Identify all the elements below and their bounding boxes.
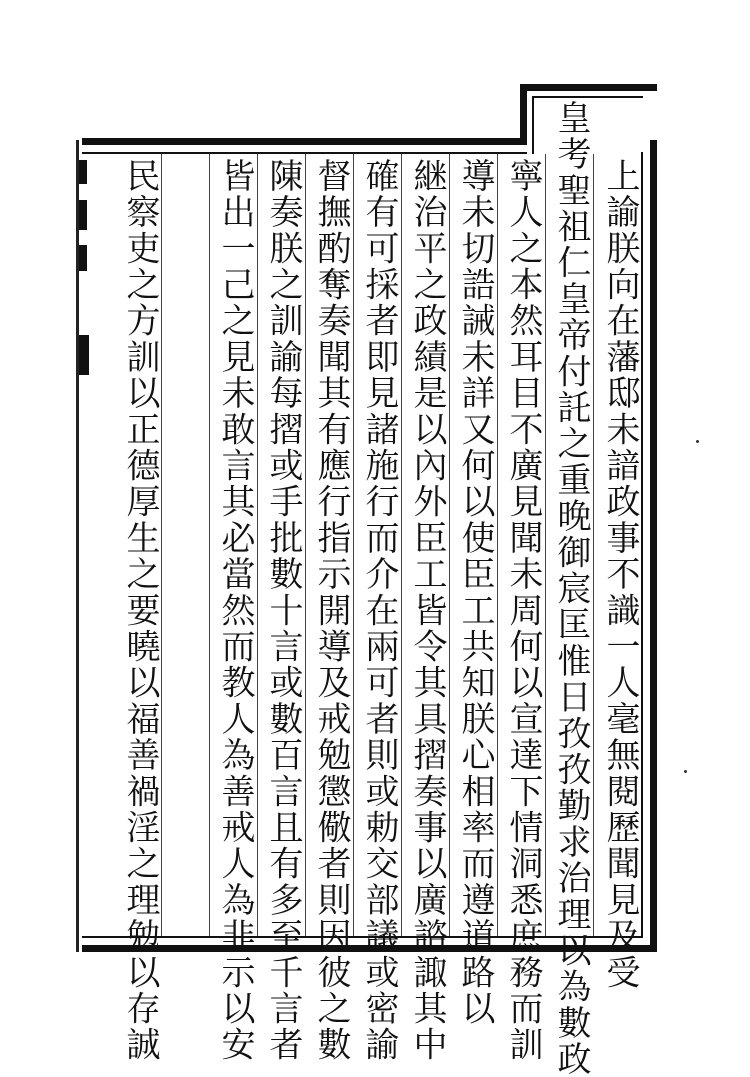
raised-tab-top-border (520, 84, 657, 91)
text-column-8: 陳奏朕之訓諭每摺或手批數十言或數百言且有多至千言者 (263, 158, 303, 1063)
text-column-6: 確有可採者即見諸施行而介在兩可者則或勅交部議或密諭 (359, 158, 399, 1063)
edge-mark (79, 245, 87, 271)
text-column-2: 上諭朕向在藩邸未諳政事不識一人毫無閱歷聞見及受 (600, 158, 640, 991)
text-column-1: 皇考聖祖仁皇帝付託之重晚御宸匡惟日孜孜勤求治理以為數政 (551, 100, 591, 1077)
text-column-9: 皆出一己之見未敢言其必當然而教人為善戒人為非示以安 (215, 158, 255, 1063)
raised-tab-top-inner-border (532, 96, 643, 98)
raised-tab-left-inner-border (532, 96, 534, 154)
text-column-4: 導未切誥誡未詳又何以使臣工共知朕心相率而遵道路以 (455, 158, 495, 1027)
text-column-3: 寧人之本然耳目不廣見聞未周何以宣達下情洞悉庶務而訓 (503, 158, 543, 1063)
raised-tab-left-border (520, 84, 527, 145)
stray-ink-mark (684, 770, 687, 773)
column-divider (209, 154, 210, 936)
edge-mark (79, 200, 87, 230)
edge-mark (79, 335, 89, 375)
frame-right-border (650, 140, 657, 952)
text-column-5: 継治平之政績是以內外臣工皆令其具摺奏事以廣諮諏其中 (407, 158, 447, 1063)
stray-ink-mark (696, 440, 699, 443)
text-column-10: 民察吏之方訓以正德厚生之要曉以福善禍淫之理勉以存誠 (120, 158, 160, 1063)
frame-top-border (82, 138, 527, 145)
edge-mark (79, 160, 87, 184)
text-column-7: 督撫酌奪奏聞其有應行指示開導及戒勉懲儆者則因彼之數 (311, 158, 351, 1063)
